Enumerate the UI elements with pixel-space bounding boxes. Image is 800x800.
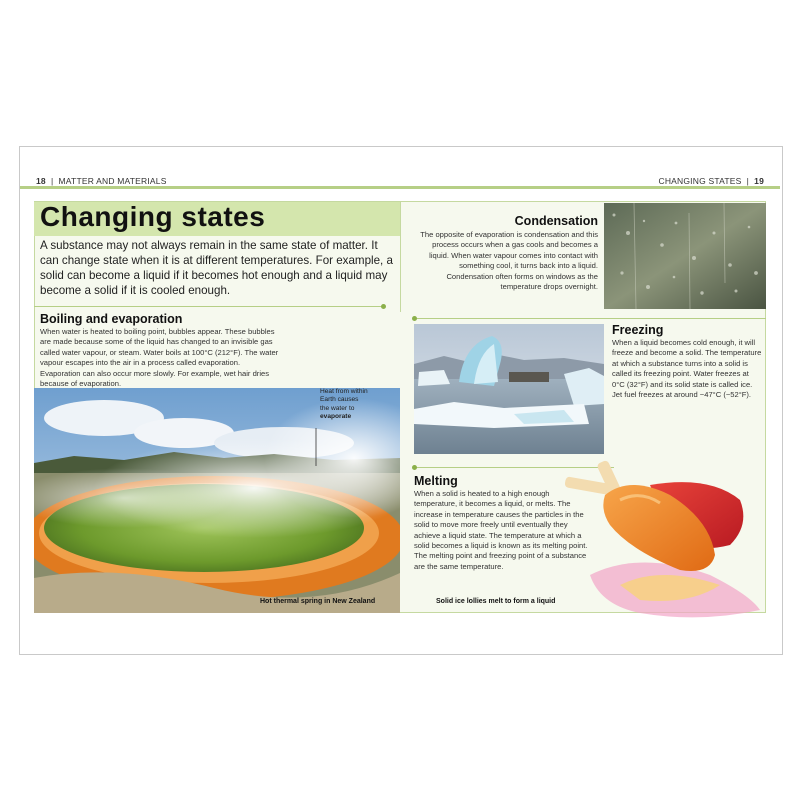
boiling-rule (34, 306, 384, 307)
freezing-body: When a liquid becomes cold enough, it will freeze and become a solid. The temperature at which a substance turns into a solid is called its freezing point. Water freezes at 0°C (32°F) and its solid state is called ice. Jet fuel freezes at around −47°C (−52°F). (612, 338, 762, 400)
right-section-title: CHANGING STATES (658, 176, 742, 186)
right-running-head (658, 176, 764, 186)
right-page-number: 19 (754, 176, 764, 186)
header-separator-left: | (50, 176, 54, 186)
header-separator-right: | (746, 176, 750, 186)
freezing-heading: Freezing (612, 323, 664, 337)
boiling-rule-dot (381, 304, 386, 309)
condensation-body: The opposite of evaporation is condensation and this process occurs when a gas cools and becomes a liquid. When water vapour comes into contact with something cool, it turns back into a liquid. Condensation often forms on windows as the temperature drops overnight. (420, 230, 598, 292)
melting-body: When a solid is heated to a high enough temperature, it becomes a liquid, or melts. The increase in temperature causes the particles in the solid to move more freely until eventually they achieve a liquid state. The temperature at which a solid becomes a liquid is known as its melting point. The melting point and freezing point of a substance are the same temperature. (414, 489, 588, 571)
freezing-rule-dot (412, 316, 417, 321)
left-section-title: MATTER AND MATERIALS (58, 176, 167, 186)
left-page-number: 18 (36, 176, 46, 186)
intro-paragraph: A substance may not always remain in the same state of matter. It can change state when it is at different temperatures. For example, a solid can become a liquid if it becomes hot enough and a liquid may become a solid if it is cooled enough. (40, 239, 393, 297)
column-divider (400, 202, 401, 312)
steam-annotation-bold: evaporate (320, 413, 352, 421)
boiling-body: When water is heated to boiling point, bubbles appear. These bubbles are made because some of the liquid has changed to an invisible gas called water vapour, or steam. Water boils at 100°C (212°F). The water vapour escapes into the air in a process called evaporation. Evaporation can also occur more slowly. For example, wet hair dries because of evaporation. (40, 327, 279, 389)
hot-spring-image (34, 388, 400, 613)
boiling-heading: Boiling and evaporation (40, 312, 183, 326)
hot-spring-caption: Hot thermal spring in New Zealand (260, 598, 376, 605)
ice-lolly-image (560, 455, 770, 625)
page-title: Changing states (40, 201, 266, 232)
condensation-heading: Condensation (514, 214, 598, 228)
ice-lolly-caption: Solid ice lollies melt to form a liquid (436, 598, 556, 605)
header-rule (20, 186, 780, 189)
melting-heading: Melting (414, 474, 458, 488)
condensation-window-image (604, 203, 766, 309)
freezing-rule (414, 318, 766, 319)
left-running-head (36, 176, 167, 186)
iceberg-image (414, 324, 604, 454)
melting-rule-dot (412, 465, 417, 470)
steam-annotation: Heat from within Earth causes the water to evaporate (320, 388, 368, 421)
